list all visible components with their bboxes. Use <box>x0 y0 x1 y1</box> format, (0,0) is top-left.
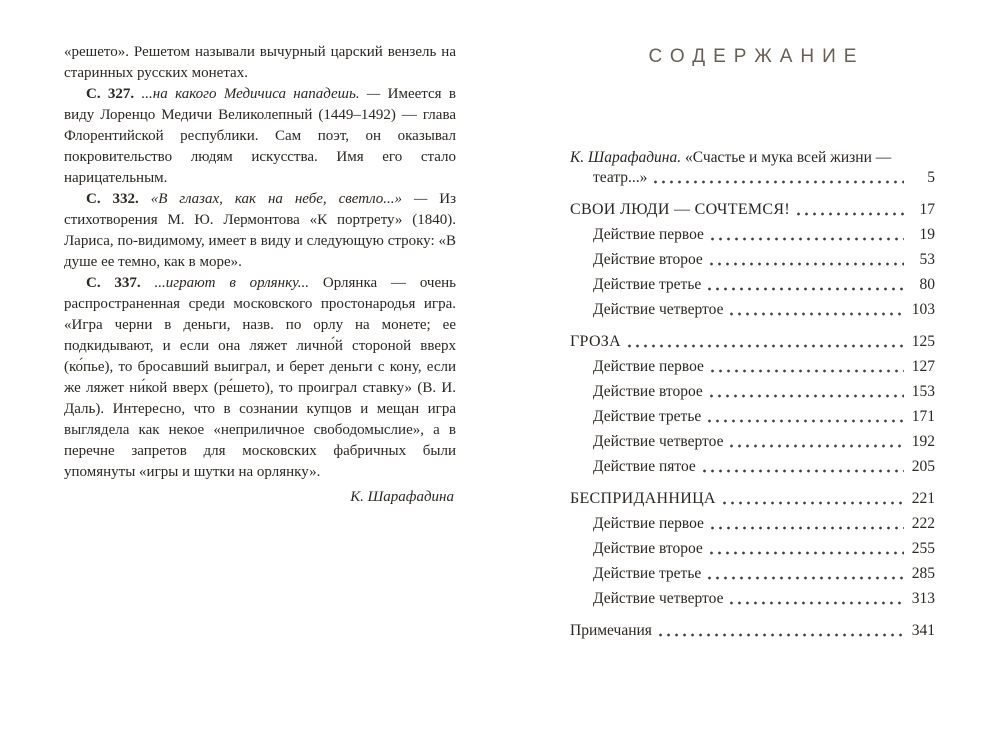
toc-leader-dots <box>730 444 904 448</box>
toc-entry-row <box>593 250 935 270</box>
toc-entry-label: К. Шарафадина. <box>570 149 685 166</box>
toc-entry-row <box>593 300 935 320</box>
toc-page-number: 313 <box>911 590 935 607</box>
toc-leader-dots <box>708 576 904 580</box>
toc-leader-dots <box>710 394 904 398</box>
toc-page-number: 255 <box>911 540 935 557</box>
toc-entry <box>570 300 935 320</box>
text-segment: Орлянка — очень распространенная среди московского простонародья игра. «Игра черни в деньги, назв. по орлу на монете; ее подкидывают, и если она ляжет лично́й стороной вверх (ко́пье), то бросавший выиграл, и берет деньги с кону, если же ляжет ни́кой вверх (ре́шето), то проиграл ставку» (В. И. Даль). Интересно, что в сознании купцов и мещан игра выглядела как некое «неприличное свободомыслие», а в перечне запретов для московских фабричных были упомянуты «игры и шутки на орлянку». <box>64 275 456 480</box>
toc-entry-label: Действие второе <box>593 540 703 557</box>
toc-entry-label: Примечания <box>570 622 652 639</box>
right-page <box>570 44 935 646</box>
text-segment: ...на какого Медичиса нападешь. — <box>141 86 388 102</box>
toc-entry <box>570 621 935 641</box>
toc-entry-label: ГРОЗА <box>570 333 621 350</box>
toc-entry-label: СВОИ ЛЮДИ — СОЧТЕМСЯ! <box>570 201 790 218</box>
toc-entry <box>570 432 935 452</box>
toc-page-number: 171 <box>911 408 935 425</box>
toc-entry-label: Действие пятое <box>593 458 696 475</box>
toc-entry-row <box>570 332 935 352</box>
toc-leader-dots <box>711 369 904 373</box>
commentary-text <box>64 42 456 483</box>
toc-entry-row <box>593 539 935 559</box>
toc-entry <box>570 148 935 188</box>
toc-entry <box>570 457 935 477</box>
paragraph-4 <box>64 273 456 483</box>
toc-page-number: 285 <box>911 565 935 582</box>
toc-entry <box>570 250 935 270</box>
text-segment: Имеется в виду Лоренцо Медичи Великолепный (1449–1492) — глава Флорентийской республики. Сам поэт, он оказывал покровительство людям искусства. Имя его стало нарицательным. <box>64 86 456 186</box>
toc-leader-dots <box>730 312 904 316</box>
toc-page-number: 5 <box>927 169 935 186</box>
toc-page-number: 53 <box>919 251 935 268</box>
toc-entry-row <box>570 621 935 641</box>
toc-entry-label: театр...» <box>593 169 648 186</box>
toc-leader-dots <box>708 287 904 291</box>
toc-leader-dots <box>654 180 904 184</box>
text-segment: «решето». Решетом называли вычурный царский вензель на старинных русских монетах. <box>64 44 456 81</box>
toc-entry <box>570 589 935 609</box>
toc-leader-dots <box>703 469 904 473</box>
toc-page-number: 19 <box>919 226 935 243</box>
toc-page-number: 153 <box>911 383 935 400</box>
toc-page-number: 80 <box>919 276 935 293</box>
text-segment: С. 332. <box>86 191 151 207</box>
toc-entry <box>570 382 935 402</box>
toc-page-number: 222 <box>911 515 935 532</box>
toc-entry-row <box>570 489 935 509</box>
toc-entry-row <box>593 225 935 245</box>
toc-leader-dots <box>711 237 904 241</box>
paragraph-2 <box>64 84 456 189</box>
toc-entry-label: «Счастье и мука всей жизни — <box>685 149 892 166</box>
toc-list <box>570 148 935 641</box>
text-segment: «В глазах, как на небе, светло...» — <box>150 191 440 207</box>
toc-entry <box>570 564 935 584</box>
toc-page-number: 341 <box>911 622 935 639</box>
toc-entry-label: Действие третье <box>593 565 702 582</box>
toc-leader-dots <box>730 601 904 605</box>
toc-entry-label: Действие первое <box>593 226 704 243</box>
toc-entry <box>570 407 935 427</box>
toc-page-number: 205 <box>911 458 935 475</box>
left-page <box>64 42 456 506</box>
toc-page-number: 192 <box>911 433 935 450</box>
toc-page-number: 17 <box>919 201 935 218</box>
toc-entry-label: Действие первое <box>593 358 704 375</box>
paragraph-1 <box>64 42 456 84</box>
toc-page-number: 103 <box>911 301 935 318</box>
toc-entry-row <box>593 407 935 427</box>
toc-entry-label: Действие третье <box>593 276 702 293</box>
toc-entry-label: Действие четвертое <box>593 433 724 450</box>
toc-page-number: 127 <box>911 358 935 375</box>
text-segment: С. 327. <box>86 86 142 102</box>
text-segment: ...играют в орлянку... <box>154 275 323 291</box>
toc-entry-row <box>570 200 935 220</box>
toc-entry-row <box>593 432 935 452</box>
toc-entry <box>570 357 935 377</box>
toc-entry-row <box>593 564 935 584</box>
toc-entry-label: Действие четвертое <box>593 590 724 607</box>
toc-entry-row <box>593 382 935 402</box>
toc-entry <box>570 489 935 509</box>
toc-page-number: 125 <box>911 333 935 350</box>
author-signature: К. Шарафадина <box>350 489 454 505</box>
toc-entry-line1 <box>570 148 935 168</box>
toc-entry-label: БЕСПРИДАННИЦА <box>570 490 716 507</box>
toc-entry-label: Действие второе <box>593 251 703 268</box>
toc-title: СОДЕРЖАНИЕ <box>648 46 865 67</box>
toc-entry-label: Действие первое <box>593 515 704 532</box>
toc-entry <box>570 514 935 534</box>
toc-entry <box>570 225 935 245</box>
toc-leader-dots <box>710 262 904 266</box>
text-segment: Из стихотворения М. Ю. Лермонтова «К портрету» (1840). Лариса, по-видимому, имеет в виду и следующую строку: «В душе ее темно, как в море». <box>64 191 456 270</box>
toc-page-number: 221 <box>911 490 935 507</box>
toc-entry-row <box>593 457 935 477</box>
toc-entry-label: Действие четвертое <box>593 301 724 318</box>
toc-entry <box>570 332 935 352</box>
toc-entry-row <box>593 514 935 534</box>
toc-leader-dots <box>723 501 904 505</box>
toc-leader-dots <box>710 551 904 555</box>
toc-entry-label: Действие второе <box>593 383 703 400</box>
text-segment: С. 337. <box>86 275 155 291</box>
toc-leader-dots <box>659 633 904 637</box>
toc-entry <box>570 200 935 220</box>
toc-entry-row <box>593 275 935 295</box>
toc-entry-row <box>593 589 935 609</box>
toc-leader-dots <box>797 212 904 216</box>
toc-entry-label: Действие третье <box>593 408 702 425</box>
toc-entry-line2 <box>570 168 935 188</box>
toc-entry <box>570 275 935 295</box>
toc-entry-row <box>593 357 935 377</box>
toc-leader-dots <box>708 419 904 423</box>
toc-entry <box>570 539 935 559</box>
toc-leader-dots <box>711 526 904 530</box>
paragraph-3 <box>64 189 456 273</box>
toc-leader-dots <box>628 344 904 348</box>
